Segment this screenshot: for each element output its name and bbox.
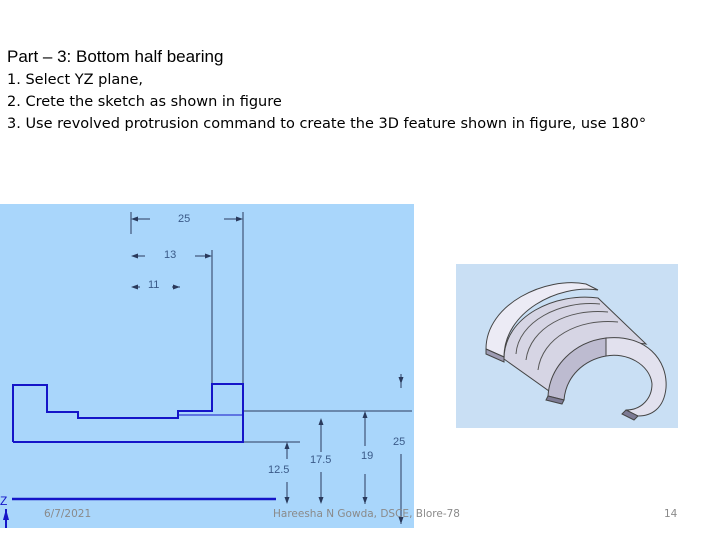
dim-label: 25 <box>178 213 191 225</box>
dim-label: 13 <box>164 249 177 261</box>
step-item: 3. Use revolved protrusion command to create the 3D feature shown in figure, use 180° <box>7 116 647 132</box>
dim-label: 17.5 <box>310 454 332 466</box>
slide-title: Part – 3: Bottom half bearing <box>7 47 224 66</box>
footer-author: Hareesha N Gowda, DSCE, Blore-78 <box>273 508 460 520</box>
sketch-profile <box>13 384 243 442</box>
footer-page-number: 14 <box>664 508 678 520</box>
dim-label: 25 <box>393 436 406 448</box>
dim-label: 19 <box>361 450 374 462</box>
footer-date: 6/7/2021 <box>44 508 92 520</box>
sketch-figure <box>0 204 414 528</box>
axis-label: Z <box>0 494 8 508</box>
sketch-drawing <box>0 204 414 528</box>
dim-label: 12.5 <box>268 464 290 476</box>
step-list <box>7 69 646 135</box>
step-item: 2. Crete the sketch as shown in figure <box>7 94 282 110</box>
bearing-3d-image <box>456 264 678 428</box>
step-item: 1. Select YZ plane, <box>7 72 144 88</box>
part-render <box>456 264 678 428</box>
dim-label: 11 <box>148 279 160 291</box>
